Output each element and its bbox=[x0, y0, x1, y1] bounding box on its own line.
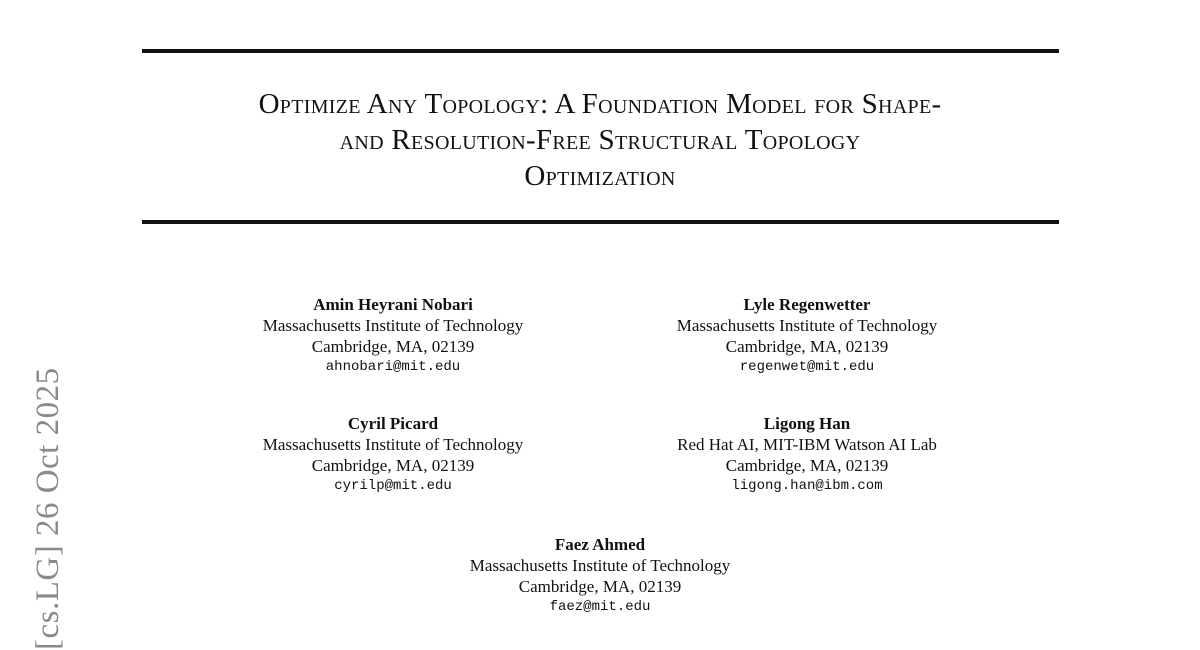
author-block bbox=[597, 413, 1017, 497]
author-email[interactable]: ligong.han@ibm.com bbox=[731, 478, 883, 494]
author-name: Faez Ahmed bbox=[554, 535, 646, 554]
title-line-3: Optimization bbox=[524, 160, 676, 192]
author-block bbox=[183, 413, 603, 497]
title-top-rule bbox=[142, 49, 1059, 53]
author-email[interactable]: ahnobari@mit.edu bbox=[325, 359, 461, 375]
arxiv-side-stamp: [cs.LG] 26 Oct 2025 bbox=[30, 367, 66, 650]
author-email[interactable]: regenwet@mit.edu bbox=[739, 359, 875, 375]
author-email[interactable]: cyrilp@mit.edu bbox=[334, 478, 452, 494]
author-address: Cambridge, MA, 02139 bbox=[725, 456, 889, 475]
author-name: Ligong Han bbox=[763, 414, 851, 433]
author-affiliation: Massachusetts Institute of Technology bbox=[262, 435, 524, 454]
author-email[interactable]: faez@mit.edu bbox=[549, 599, 651, 615]
author-affiliation: Red Hat AI, MIT-IBM Watson AI Lab bbox=[677, 435, 937, 454]
author-block bbox=[390, 534, 810, 618]
author-name: Lyle Regenwetter bbox=[743, 295, 871, 314]
paper-title bbox=[120, 86, 1080, 194]
author-name: Amin Heyrani Nobari bbox=[313, 295, 473, 314]
title-line-1: Optimize Any Topology: A Foundation Model for Shape- bbox=[258, 88, 942, 120]
author-address: Cambridge, MA, 02139 bbox=[518, 577, 682, 596]
title-bottom-rule bbox=[142, 220, 1059, 224]
author-address: Cambridge, MA, 02139 bbox=[311, 456, 475, 475]
author-block bbox=[183, 294, 603, 378]
title-line-2: and Resolution-Free Structural Topology bbox=[339, 124, 861, 156]
author-address: Cambridge, MA, 02139 bbox=[311, 337, 475, 356]
author-affiliation: Massachusetts Institute of Technology bbox=[469, 556, 731, 575]
author-block bbox=[597, 294, 1017, 378]
author-affiliation: Massachusetts Institute of Technology bbox=[262, 316, 524, 335]
author-affiliation: Massachusetts Institute of Technology bbox=[676, 316, 938, 335]
author-name: Cyril Picard bbox=[347, 414, 439, 433]
author-address: Cambridge, MA, 02139 bbox=[725, 337, 889, 356]
